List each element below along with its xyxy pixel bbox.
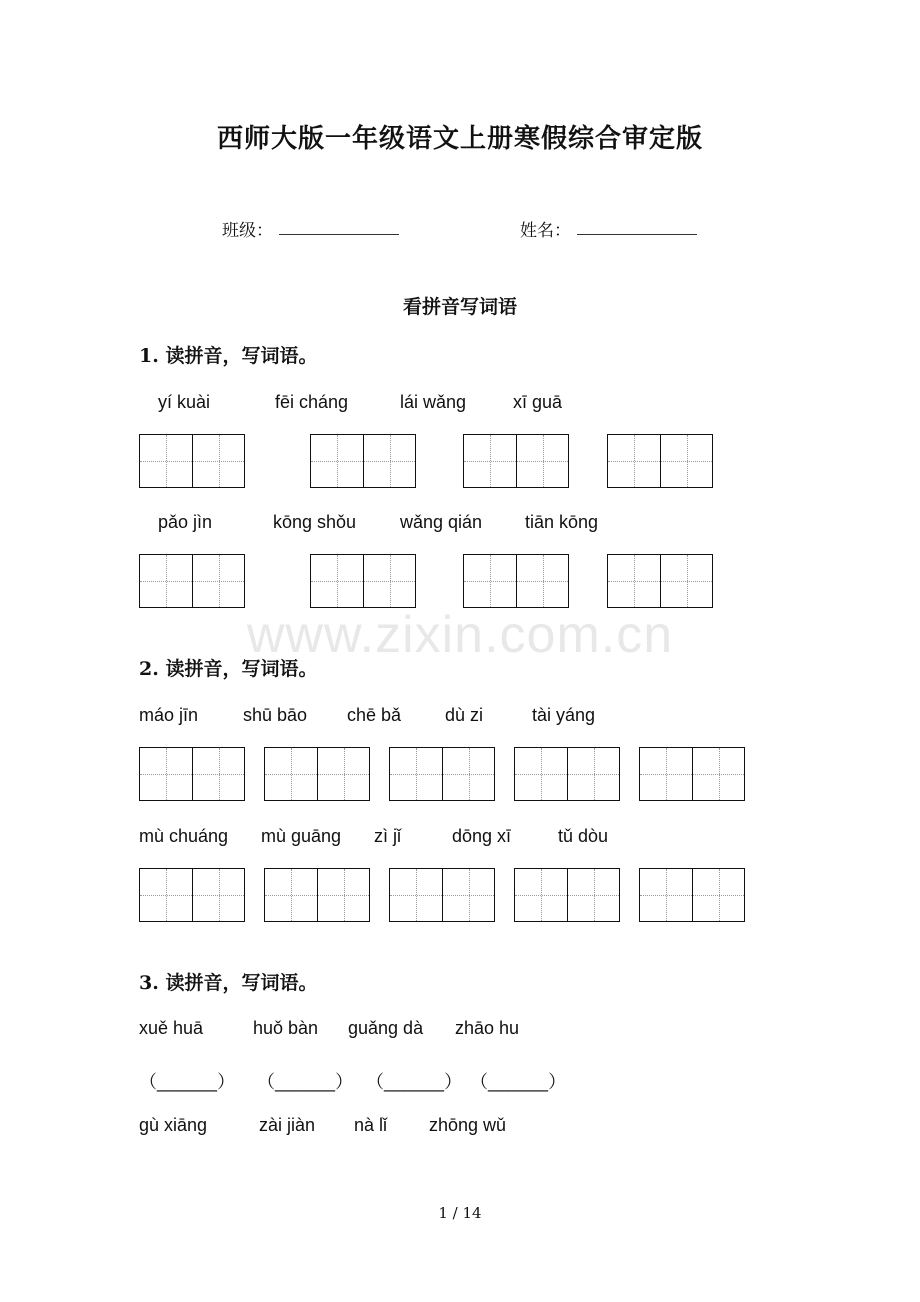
- pinyin-item: yí kuài: [158, 392, 211, 412]
- writing-grid[interactable]: [463, 554, 569, 608]
- pinyin-item: wǎng qián: [400, 512, 483, 532]
- question-3-label: 3. 读拼音，写词语。: [139, 972, 318, 994]
- watermark: www.zixin.com.cn: [246, 606, 674, 664]
- writing-grid[interactable]: [463, 434, 569, 488]
- pinyin-item: nà lǐ: [354, 1115, 388, 1135]
- grid-cell[interactable]: [442, 869, 494, 921]
- question-2-label: 2. 读拼音，写词语。: [139, 658, 318, 680]
- grid-cell[interactable]: [390, 748, 442, 800]
- writing-grid[interactable]: [639, 868, 745, 922]
- class-label: 班级：: [222, 221, 273, 241]
- grid-cell[interactable]: [140, 748, 192, 800]
- answer-blank[interactable]: （______）: [139, 1072, 236, 1092]
- class-field[interactable]: [279, 234, 399, 235]
- writing-grid[interactable]: [514, 868, 620, 922]
- pinyin-item: gù xiāng: [139, 1115, 208, 1135]
- writing-grid[interactable]: [389, 747, 495, 801]
- grid-cell[interactable]: [192, 555, 244, 607]
- writing-grid[interactable]: [264, 747, 370, 801]
- grid-cell[interactable]: [311, 555, 363, 607]
- grid-cell[interactable]: [464, 555, 516, 607]
- pinyin-item: pǎo jìn: [158, 512, 213, 532]
- grid-cell[interactable]: [192, 869, 244, 921]
- grid-cell[interactable]: [640, 869, 692, 921]
- writing-grid[interactable]: [607, 554, 713, 608]
- grid-cell[interactable]: [442, 748, 494, 800]
- grid-cell[interactable]: [192, 435, 244, 487]
- grid-cell[interactable]: [660, 435, 712, 487]
- answer-blank[interactable]: （______）: [470, 1072, 567, 1092]
- pinyin-item: xuě huā: [139, 1018, 204, 1038]
- name-field[interactable]: [577, 234, 697, 235]
- grid-cell[interactable]: [140, 555, 192, 607]
- writing-grid[interactable]: [607, 434, 713, 488]
- page-number: 1 / 14: [438, 1204, 482, 1222]
- pinyin-item: zhōng wǔ: [429, 1115, 507, 1135]
- grid-cell[interactable]: [660, 555, 712, 607]
- grid-cell[interactable]: [516, 555, 568, 607]
- pinyin-item: fēi cháng: [275, 392, 349, 412]
- answer-blank[interactable]: （______）: [366, 1072, 463, 1092]
- pinyin-item: zài jiàn: [259, 1115, 316, 1135]
- pinyin-item: shū bāo: [243, 705, 308, 725]
- pinyin-item: lái wǎng: [400, 392, 467, 412]
- grid-cell[interactable]: [265, 748, 317, 800]
- writing-grid[interactable]: [389, 868, 495, 922]
- writing-grid[interactable]: [514, 747, 620, 801]
- grid-cell[interactable]: [516, 435, 568, 487]
- pinyin-item: mù chuáng: [139, 826, 229, 846]
- writing-grid[interactable]: [139, 554, 245, 608]
- pinyin-item: zhāo hu: [455, 1018, 520, 1038]
- pinyin-item: dōng xī: [452, 826, 512, 846]
- pinyin-item: zì jǐ: [374, 826, 401, 846]
- writing-grid[interactable]: [310, 554, 416, 608]
- writing-grid[interactable]: [639, 747, 745, 801]
- writing-grid[interactable]: [310, 434, 416, 488]
- grid-cell[interactable]: [567, 748, 619, 800]
- writing-grid[interactable]: [139, 868, 245, 922]
- pinyin-item: tǔ dòu: [558, 826, 609, 846]
- pinyin-item: xī guā: [513, 392, 563, 412]
- pinyin-item: kōng shǒu: [273, 512, 357, 532]
- writing-grid[interactable]: [139, 434, 245, 488]
- name-label: 姓名：: [520, 221, 571, 241]
- document-title: 西师大版一年级语文上册寒假综合审定版: [216, 124, 703, 154]
- pinyin-item: chē bǎ: [347, 705, 402, 725]
- pinyin-item: huǒ bàn: [253, 1018, 319, 1038]
- grid-cell[interactable]: [640, 748, 692, 800]
- grid-cell[interactable]: [390, 869, 442, 921]
- grid-cell[interactable]: [317, 869, 369, 921]
- grid-cell[interactable]: [692, 869, 744, 921]
- section-title: 看拼音写词语: [402, 296, 517, 318]
- question-1-label: 1. 读拼音，写词语。: [139, 345, 318, 367]
- grid-cell[interactable]: [363, 435, 415, 487]
- grid-cell[interactable]: [265, 869, 317, 921]
- grid-cell[interactable]: [192, 748, 244, 800]
- grid-cell[interactable]: [140, 435, 192, 487]
- pinyin-item: guǎng dà: [348, 1018, 424, 1038]
- grid-cell[interactable]: [515, 869, 567, 921]
- grid-cell[interactable]: [692, 748, 744, 800]
- answer-blank[interactable]: （______）: [257, 1072, 354, 1092]
- grid-cell[interactable]: [311, 435, 363, 487]
- grid-cell[interactable]: [317, 748, 369, 800]
- grid-cell[interactable]: [608, 435, 660, 487]
- grid-cell[interactable]: [567, 869, 619, 921]
- pinyin-item: tiān kōng: [525, 512, 599, 532]
- pinyin-item: mù guāng: [261, 826, 342, 846]
- pinyin-item: tài yáng: [532, 705, 596, 725]
- grid-cell[interactable]: [464, 435, 516, 487]
- pinyin-item: dù zi: [445, 705, 484, 725]
- writing-grid[interactable]: [264, 868, 370, 922]
- grid-cell[interactable]: [363, 555, 415, 607]
- pinyin-item: máo jīn: [139, 705, 199, 725]
- grid-cell[interactable]: [515, 748, 567, 800]
- writing-grid[interactable]: [139, 747, 245, 801]
- grid-cell[interactable]: [140, 869, 192, 921]
- grid-cell[interactable]: [608, 555, 660, 607]
